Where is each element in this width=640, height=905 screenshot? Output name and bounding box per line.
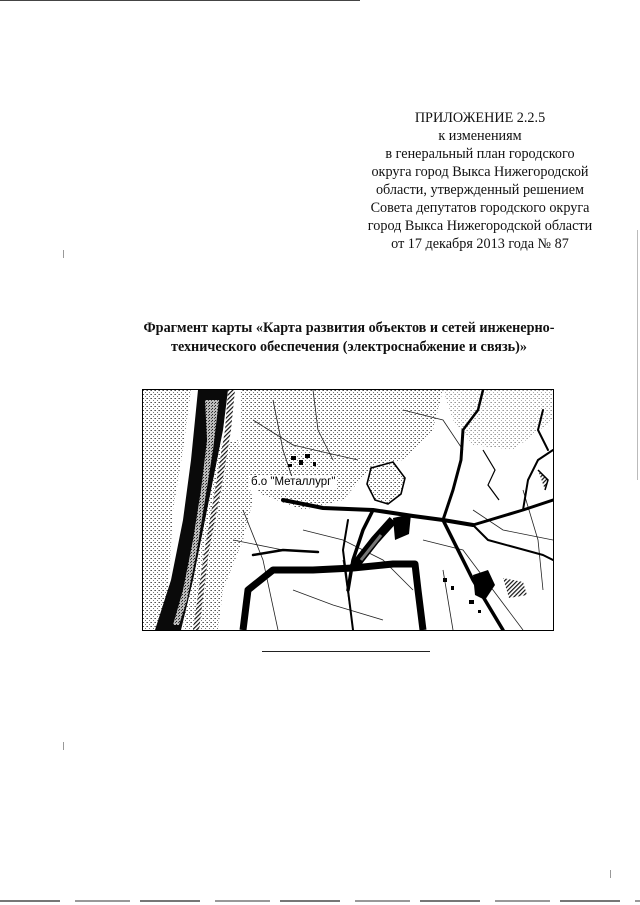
lake — [367, 462, 405, 504]
substation-block — [393, 514, 411, 540]
appendix-line: округа город Выкса Нижегородской — [371, 164, 589, 180]
scan-edge-right — [637, 230, 638, 480]
scan-speck — [63, 742, 64, 750]
stippled-area-north — [241, 390, 443, 510]
appendix-title: ПРИЛОЖЕНИЕ 2.2.5 — [414, 110, 546, 126]
appendix-line: к изменениям — [438, 128, 522, 144]
appendix-line: город Выкса Нижегородской области — [367, 218, 593, 234]
appendix-header — [340, 109, 620, 253]
scan-speck — [63, 250, 64, 258]
map-fragment-title — [110, 319, 588, 357]
marsh-detail — [538, 470, 548, 490]
appendix-line: от 17 декабря 2013 года № 87 — [391, 236, 569, 252]
closing-rule — [262, 651, 430, 652]
hatched-zone — [503, 578, 527, 598]
title-line-1: Фрагмент карты «Карта развития объектов и сетей инженерно- — [143, 320, 555, 336]
settlement-label: б.о "Металлург" — [251, 476, 336, 488]
main-road — [243, 564, 423, 630]
map-fragment — [142, 389, 554, 631]
map-image — [143, 390, 553, 630]
industrial-zone — [473, 570, 495, 600]
scan-edge-bottom — [0, 900, 640, 902]
stream — [483, 450, 499, 500]
scan-speck — [610, 870, 611, 878]
stippled-area-northeast — [443, 390, 553, 450]
appendix-line: области, утвержденный решением — [375, 182, 585, 198]
appendix-line: Совета депутатов городского округа — [370, 200, 590, 216]
title-line-2: технического обеспечения (электроснабжение и связь)» — [170, 339, 527, 355]
scan-edge-top — [0, 0, 360, 1]
appendix-line: в генеральный план городского — [385, 146, 575, 162]
